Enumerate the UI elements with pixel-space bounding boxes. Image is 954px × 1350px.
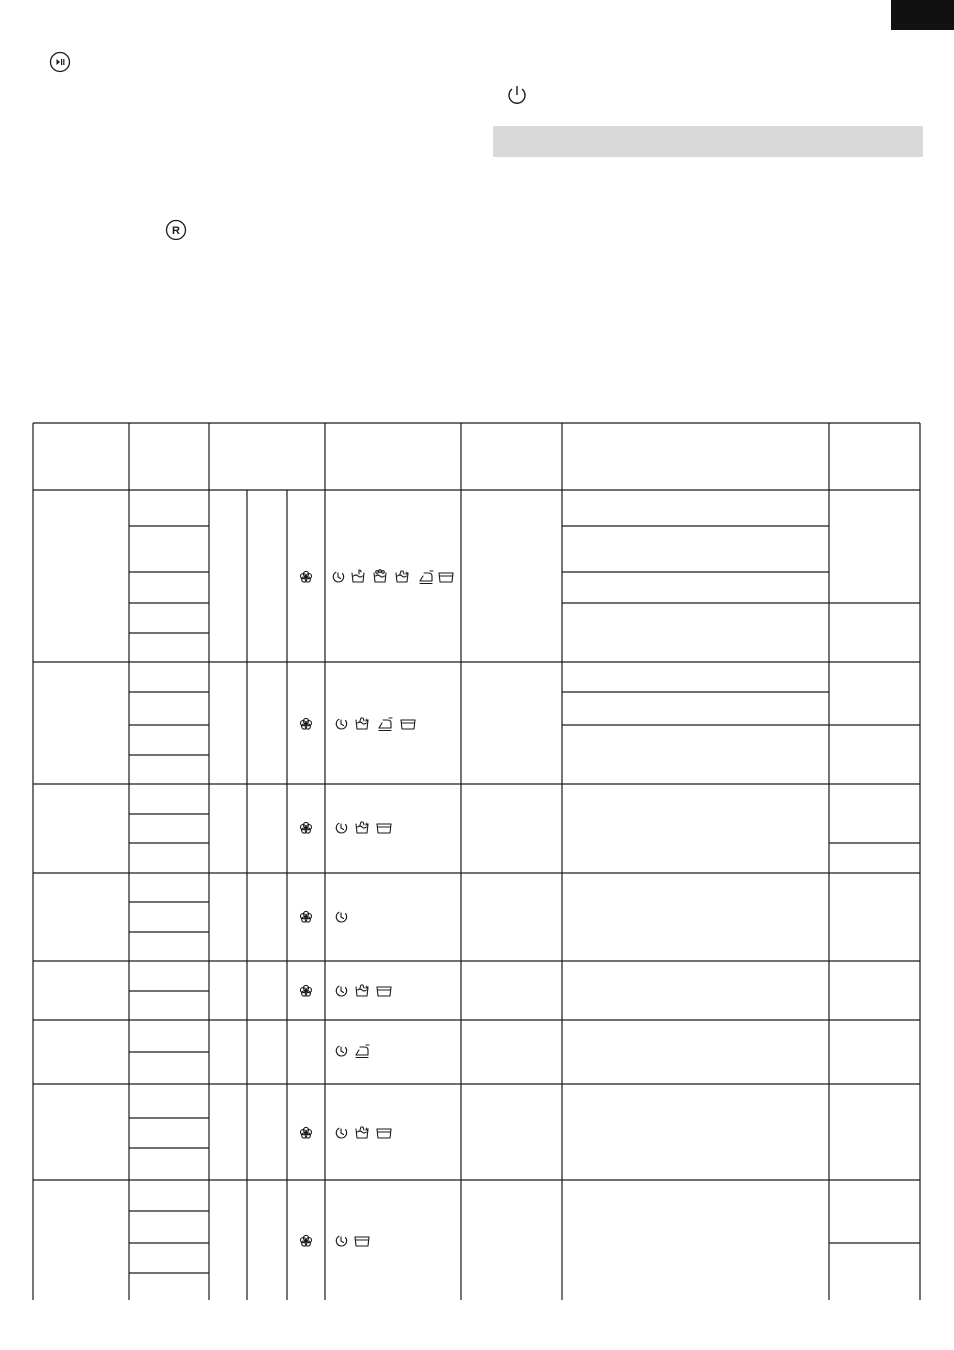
section-7-symbols [336,1127,391,1138]
section-1-symbols [333,570,453,584]
prewash-icon [336,986,346,996]
wash-icon [352,570,364,582]
spin-flower-icon [301,718,312,729]
drain-icon [377,987,391,996]
section-6-symbols [336,1045,369,1058]
prewash-icon [336,1046,346,1056]
drain-icon [377,824,391,833]
prewash-icon [336,1128,346,1138]
spin-flower-icon [301,571,312,582]
section-4-symbols [336,912,346,922]
iron-icon [420,571,433,584]
col7-row-lines [562,526,829,725]
section-8-symbols [336,1236,369,1246]
rinse-plus-icon [396,571,409,582]
col2-row-lines [129,526,209,1273]
section-3-symbols [336,822,391,833]
prewash-icon [333,572,343,582]
iron-icon [379,718,392,731]
spin-flower-icon [301,1235,312,1246]
intensive-wash-icon [374,570,386,582]
spin-flower-icon [301,985,312,996]
drain-icon [355,1237,369,1246]
prewash-icon [336,823,346,833]
section-5-symbols [336,985,391,996]
drain-icon [401,720,415,729]
col8-row-lines [829,603,920,1243]
spin-flower-icon [301,1127,312,1138]
rinse-plus-icon [356,985,369,996]
iron-icon [356,1045,369,1058]
drain-icon [439,573,453,582]
rinse-plus-icon [356,822,369,833]
spin-flower-icon [301,822,312,833]
rinse-plus-icon [356,718,369,729]
prewash-icon [336,912,346,922]
spin-flower-icon [301,911,312,922]
rinse-plus-icon [356,1127,369,1138]
reset-letter: R [172,225,180,237]
prewash-icon [336,1236,346,1246]
drain-icon [377,1129,391,1138]
section-2-symbols [336,718,415,731]
prewash-icon [336,719,346,729]
